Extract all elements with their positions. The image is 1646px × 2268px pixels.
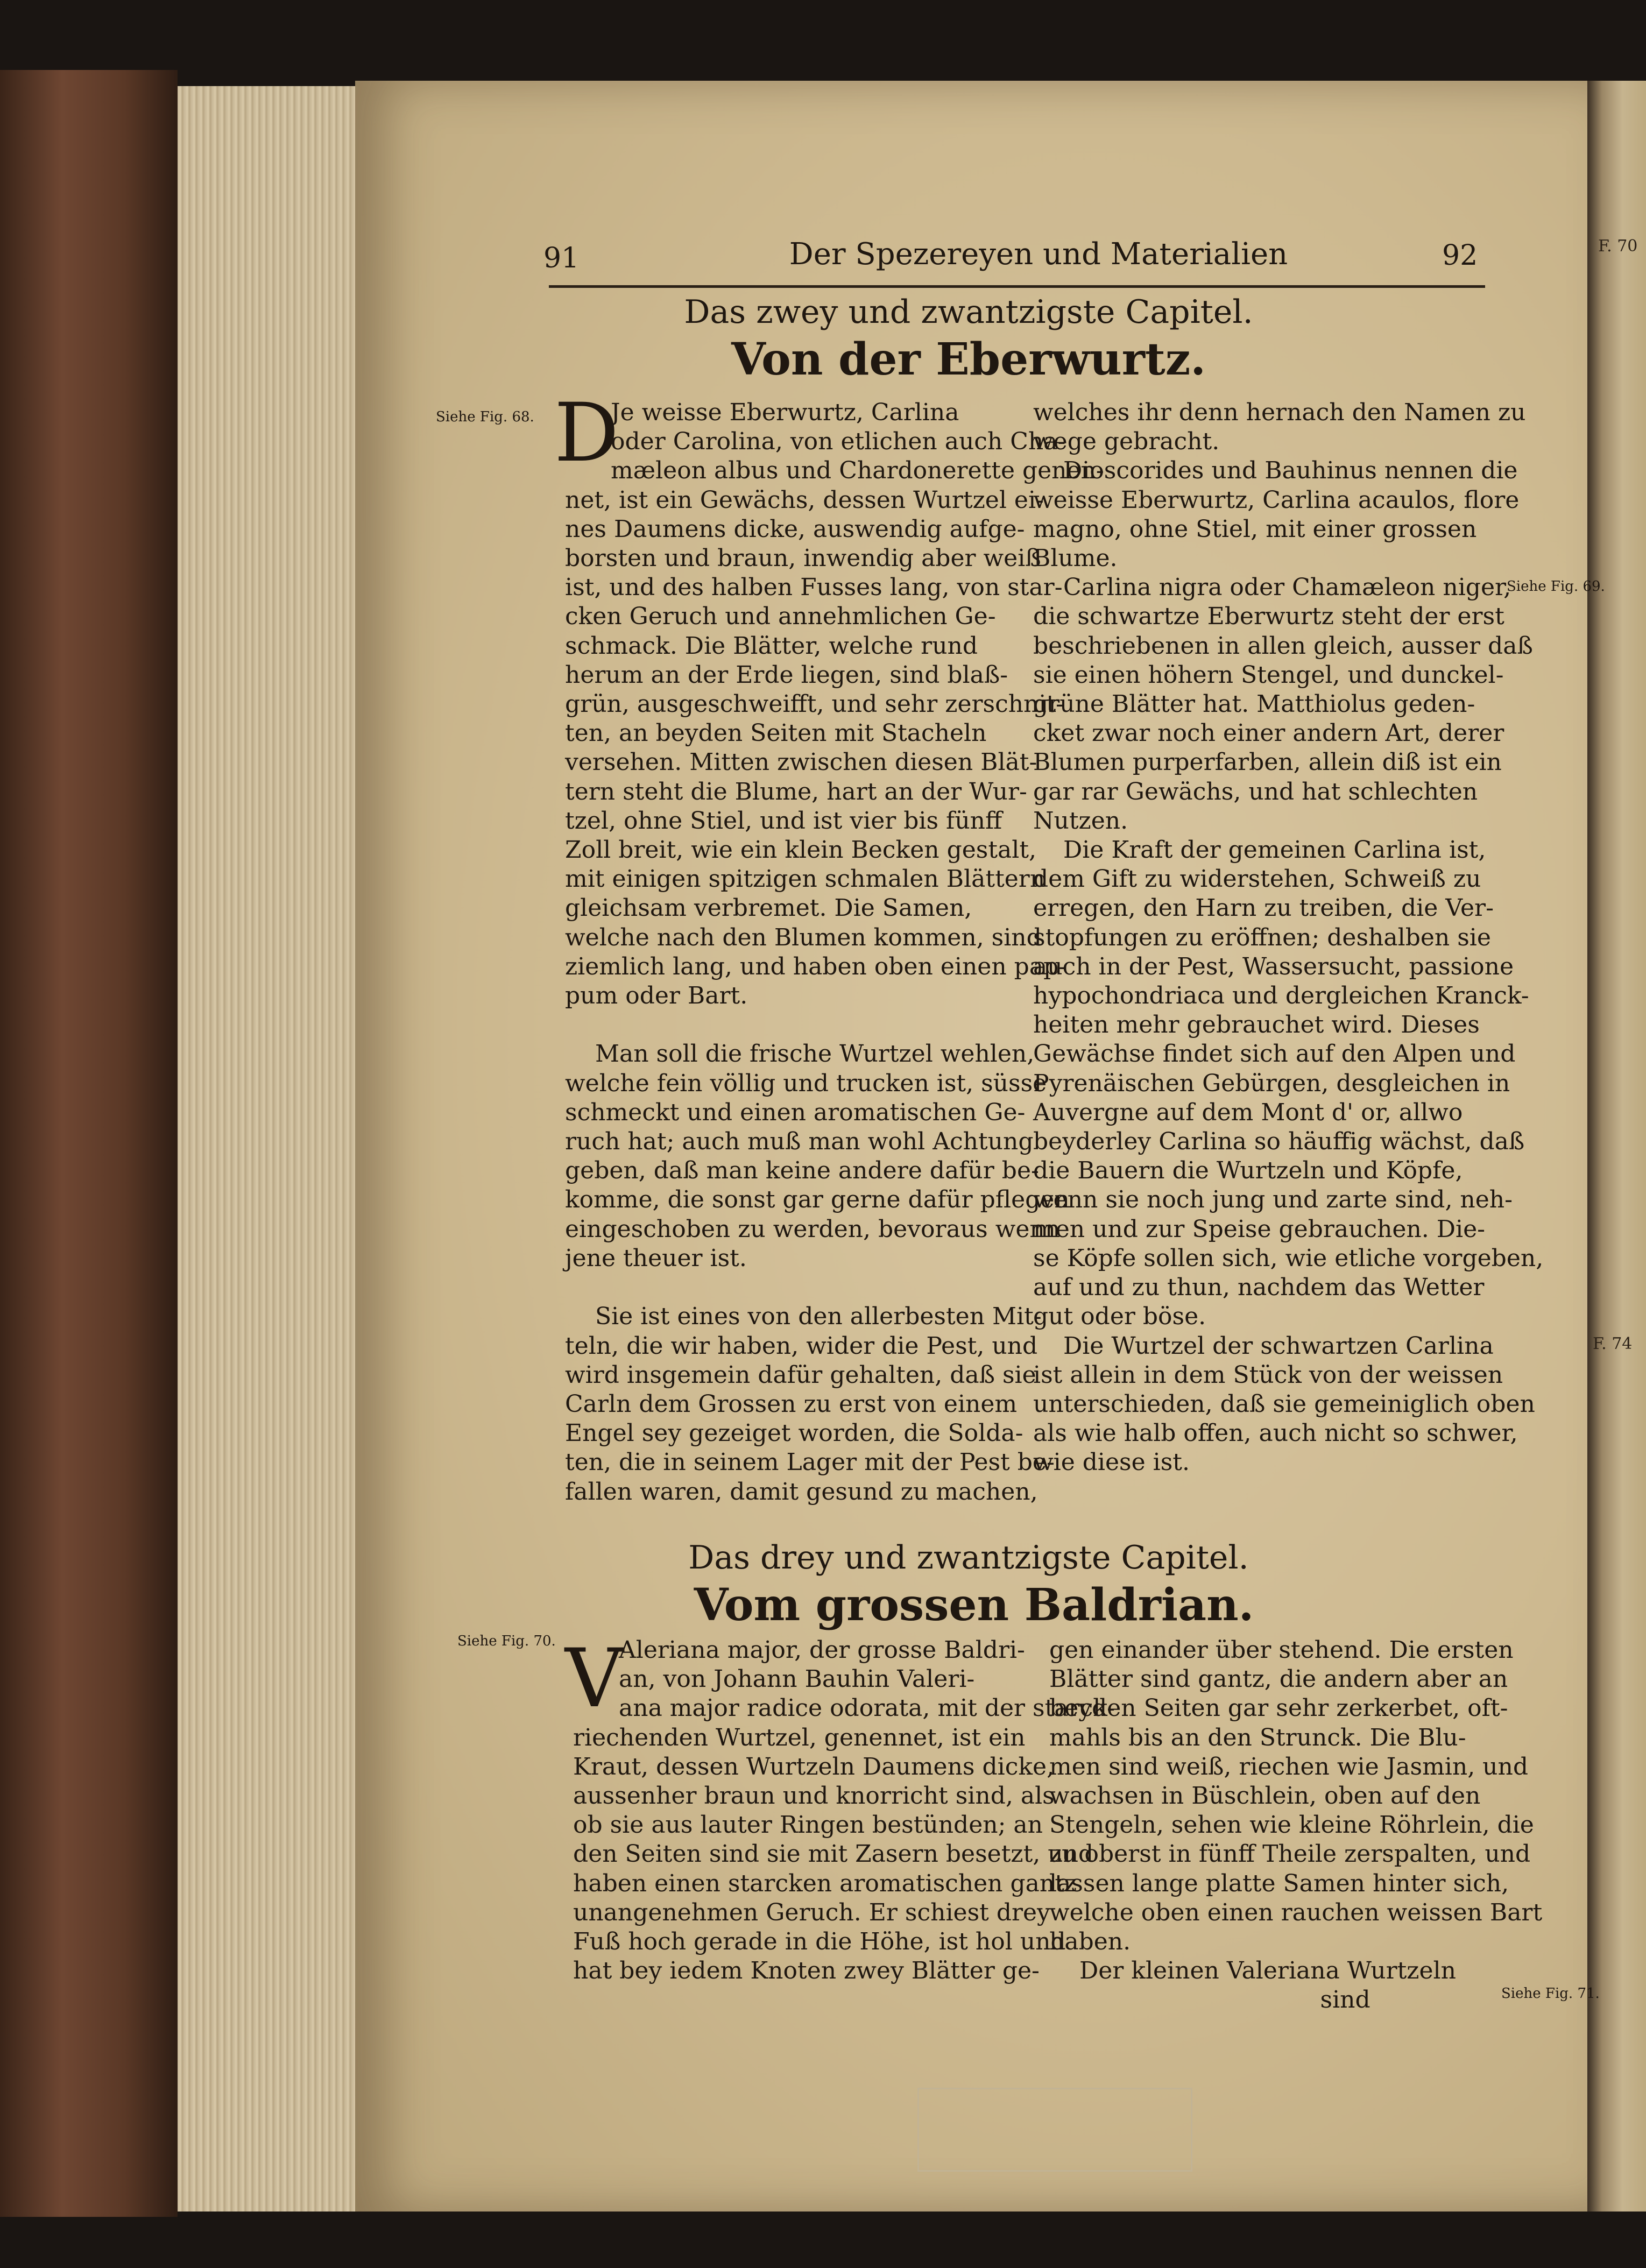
text-line: unangenehmen Geruch. Er schiest drey bbox=[573, 1898, 1050, 1926]
chapter-23-right-lines bbox=[1049, 1636, 1543, 2015]
text-line: Sie ist eines von den allerbesten Mit- bbox=[565, 1303, 1042, 1331]
chapter-23-right-column bbox=[1049, 1636, 1543, 2015]
chapter-23-left-column bbox=[573, 1636, 1115, 1986]
text-line: net, ist ein Gewächs, dessen Wurtzel ei- bbox=[565, 486, 1044, 514]
text-line: den Seiten sind sie mit Zasern besetzt, und bbox=[573, 1840, 1094, 1868]
text-line: Kraut, dessen Wurtzeln Daumens dicke, bbox=[573, 1753, 1055, 1781]
text-line: Blume. bbox=[1033, 545, 1118, 573]
text-line: Zoll breit, wie ein klein Becken gestalt, bbox=[565, 836, 1037, 864]
text-line: Blumen purperfarben, allein diß ist ein bbox=[1033, 748, 1502, 776]
chapter-23-heading: Das drey und zwantzigste Capitel. bbox=[688, 1539, 1249, 1577]
text-line: Die Kraft der gemeinen Carlina ist, bbox=[1033, 836, 1486, 864]
text-line bbox=[565, 1273, 1017, 1302]
text-line: welche fein völlig und trucken ist, süsse bbox=[565, 1069, 1047, 1097]
text-line: beschriebenen in allen gleich, ausser daß bbox=[1033, 632, 1533, 660]
text-line: welches ihr denn hernach den Namen zu bbox=[1033, 399, 1526, 426]
text-line: als wie halb offen, auch nicht so schwer, bbox=[1033, 1419, 1518, 1447]
margin-note-fig-71: Siehe Fig. 71. bbox=[1501, 1986, 1600, 2002]
text-line: ziemlich lang, und haben oben einen pap- bbox=[565, 952, 1067, 980]
chapter-22-title: Von der Eberwurtz. bbox=[731, 334, 1206, 385]
text-line: Engel sey gezeiget worden, die Solda- bbox=[565, 1419, 1023, 1447]
margin-note-fig-70: Siehe Fig. 70. bbox=[457, 1633, 556, 1649]
text-line: Die Wurtzel der schwartzen Carlina bbox=[1033, 1332, 1494, 1360]
text-line: auf und zu thun, nachdem das Wetter bbox=[1033, 1274, 1485, 1302]
text-line: die Bauern die Wurtzeln und Köpfe, bbox=[1033, 1157, 1463, 1185]
text-line: sind bbox=[1049, 1986, 1371, 2014]
chapter-23-dropcap: V bbox=[565, 1632, 624, 1726]
text-line: wege gebracht. bbox=[1033, 428, 1220, 456]
text-line: Carlina nigra oder Chamæleon niger, bbox=[1033, 574, 1511, 602]
text-line: tzel, ohne Stiel, und ist vier bis fünff bbox=[565, 807, 1002, 835]
chapter-23-title: Vom grossen Baldrian. bbox=[694, 1579, 1254, 1631]
text-line: gleichsam verbremet. Die Samen, bbox=[565, 894, 972, 922]
text-line: unterschieden, daß sie gemeiniglich oben bbox=[1033, 1390, 1535, 1418]
chapter-22-dropcap: D bbox=[554, 386, 619, 480]
text-line: Dioscorides und Bauhinus nennen die bbox=[1033, 457, 1518, 485]
text-line: wie diese ist. bbox=[1033, 1449, 1190, 1476]
text-line: fallen waren, damit gesund zu machen, bbox=[565, 1478, 1038, 1506]
text-line: Blätter sind gantz, die andern aber an bbox=[1049, 1665, 1508, 1693]
text-line: cket zwar noch einer andern Art, derer bbox=[1033, 719, 1504, 747]
text-line: welche oben einen rauchen weissen Bart bbox=[1049, 1898, 1543, 1926]
text-line: jene theuer ist. bbox=[565, 1244, 747, 1272]
text-line: ist, und des halben Fusses lang, von star- bbox=[565, 574, 1063, 602]
text-line: stopfungen zu eröffnen; deshalben sie bbox=[1033, 923, 1491, 951]
text-line: heiten mehr gebrauchet wird. Dieses bbox=[1033, 1011, 1480, 1039]
text-line: grün, ausgeschweifft, und sehr zerschnit- bbox=[565, 690, 1064, 718]
text-line: versehen. Mitten zwischen diesen Blät- bbox=[565, 748, 1037, 776]
text-line: zu oberst in fünff Theile zerspalten, und bbox=[1049, 1840, 1531, 1868]
book-cover bbox=[0, 70, 178, 2217]
text-line: eingeschoben zu werden, bevoraus wenn bbox=[565, 1215, 1061, 1243]
text-line: ob sie aus lauter Ringen bestünden; an bbox=[573, 1811, 1043, 1839]
text-line: schmeckt und einen aromatischen Ge- bbox=[565, 1098, 1026, 1126]
facing-page-edge bbox=[1587, 81, 1646, 2212]
library-stamp-outline bbox=[917, 2088, 1192, 2172]
text-line: haben einen starcken aromatischen gantz bbox=[573, 1869, 1077, 1897]
text-line: ana major radice odorata, mit der starck- bbox=[619, 1694, 1115, 1722]
text-line: geben, daß man keine andere dafür be- bbox=[565, 1157, 1039, 1185]
facing-fig-note-2: F. 74 bbox=[1593, 1334, 1633, 1353]
text-line: dem Gift zu widerstehen, Schweiß zu bbox=[1033, 865, 1481, 893]
text-line: grüne Blätter hat. Matthiolus geden- bbox=[1033, 690, 1475, 718]
text-line bbox=[565, 1011, 1017, 1040]
text-line: an, von Johann Bauhin Valeri- bbox=[619, 1665, 975, 1693]
text-line: men und zur Speise gebrauchen. Die- bbox=[1033, 1215, 1486, 1243]
chapter-23-left-lines bbox=[573, 1636, 1115, 1986]
text-line: Nutzen. bbox=[1033, 807, 1128, 835]
text-line: Stengeln, sehen wie kleine Röhrlein, die bbox=[1049, 1811, 1534, 1839]
page-number-right: 92 bbox=[1442, 239, 1478, 272]
text-line: cken Geruch und annehmlichen Ge- bbox=[565, 603, 996, 631]
text-line: sie einen höhern Stengel, und dunckel- bbox=[1033, 661, 1504, 689]
text-line: se Köpfe sollen sich, wie etliche vorgeben, bbox=[1033, 1244, 1544, 1272]
head-rule bbox=[549, 285, 1485, 288]
text-line: weisse Eberwurtz, Carlina acaulos, flore bbox=[1033, 486, 1520, 514]
text-line: erregen, den Harn zu treiben, die Ver- bbox=[1033, 894, 1494, 922]
text-line: mæleon albus und Chardonerette genen- bbox=[611, 457, 1104, 485]
text-line: wachsen in Büschlein, oben auf den bbox=[1049, 1782, 1481, 1810]
text-line: wird insgemein dafür gehalten, daß sie bbox=[565, 1361, 1036, 1389]
text-line: pum oder Bart. bbox=[565, 982, 748, 1010]
text-line: ist allein in dem Stück von der weissen bbox=[1033, 1361, 1503, 1389]
text-line: tern steht die Blume, hart an der Wur- bbox=[565, 778, 1027, 806]
text-line: oder Carolina, von etlichen auch Cha- bbox=[611, 428, 1066, 456]
text-line: lassen lange platte Samen hinter sich, bbox=[1049, 1869, 1509, 1897]
text-line: schmack. Die Blätter, welche rund bbox=[565, 632, 978, 660]
text-line: die schwartze Eberwurtz steht der erst bbox=[1033, 603, 1504, 631]
text-line: Der kleinen Valeriana Wurtzeln bbox=[1049, 1957, 1456, 1985]
text-line: men sind weiß, riechen wie Jasmin, und bbox=[1049, 1753, 1529, 1781]
text-line: riechenden Wurtzel, genennet, ist ein bbox=[573, 1723, 1026, 1751]
text-line: teln, die wir haben, wider die Pest, und bbox=[565, 1332, 1038, 1360]
text-line: beyderley Carlina so häuffig wächst, daß bbox=[1033, 1128, 1525, 1156]
text-line: ten, die in seinem Lager mit der Pest be- bbox=[565, 1449, 1055, 1476]
text-line: Man soll die frische Wurtzel wehlen, bbox=[565, 1040, 1035, 1068]
text-line: mit einigen spitzigen schmalen Blättern bbox=[565, 865, 1045, 893]
chapter-22-right-lines bbox=[1033, 398, 1544, 1478]
text-line: beyden Seiten gar sehr zerkerbet, oft- bbox=[1049, 1694, 1508, 1722]
text-line: Fuß hoch gerade in die Höhe, ist hol und bbox=[573, 1928, 1066, 1956]
text-line: Carln dem Grossen zu erst von einem bbox=[565, 1390, 1018, 1418]
text-line: wenn sie noch jung und zarte sind, neh- bbox=[1033, 1186, 1513, 1214]
text-line: Auvergne auf dem Mont d' or, allwo bbox=[1033, 1098, 1463, 1126]
text-line: haben. bbox=[1049, 1928, 1131, 1956]
text-line: auch in der Pest, Wassersucht, passione bbox=[1033, 952, 1514, 980]
text-line: magno, ohne Stiel, mit einer grossen bbox=[1033, 515, 1477, 543]
margin-note-fig-68: Siehe Fig. 68. bbox=[436, 409, 534, 425]
running-head: Der Spezereyen und Materialien bbox=[789, 237, 1288, 272]
text-line: komme, die sonst gar gerne dafür pflegen bbox=[565, 1186, 1070, 1214]
text-line: herum an der Erde liegen, sind blaß- bbox=[565, 661, 1008, 689]
text-line: gar rar Gewächs, und hat schlechten bbox=[1033, 778, 1478, 806]
chapter-22-right-column bbox=[1033, 398, 1544, 1478]
text-line: gut oder böse. bbox=[1033, 1303, 1206, 1331]
text-line: nes Daumens dicke, auswendig aufge- bbox=[565, 515, 1025, 543]
text-line: hypochondriaca und dergleichen Kranck- bbox=[1033, 982, 1529, 1010]
text-line: welche nach den Blumen kommen, sind bbox=[565, 923, 1042, 951]
text-line: borsten und braun, inwendig aber weiß bbox=[565, 545, 1041, 573]
page-number-left: 91 bbox=[543, 242, 580, 274]
margin-note-fig-69: Siehe Fig. 69. bbox=[1507, 578, 1605, 595]
chapter-22-heading: Das zwey und zwantzigste Capitel. bbox=[684, 293, 1253, 331]
facing-fig-note-1: F. 70 bbox=[1598, 237, 1638, 256]
text-line: Pyrenäischen Gebürgen, desgleichen in bbox=[1033, 1069, 1510, 1097]
text-line: Gewächse findet sich auf den Alpen und bbox=[1033, 1040, 1516, 1068]
text-line: aussenher braun und knorricht sind, als bbox=[573, 1782, 1055, 1810]
text-line: Je weisse Eberwurtz, Carlina bbox=[611, 399, 959, 426]
page-edges bbox=[178, 86, 355, 2212]
text-line: hat bey iedem Knoten zwey Blätter ge- bbox=[573, 1957, 1040, 1985]
text-line: ruch hat; auch muß man wohl Achtung bbox=[565, 1128, 1034, 1156]
text-line: mahls bis an den Strunck. Die Blu- bbox=[1049, 1723, 1466, 1751]
text-line: Aleriana major, der grosse Baldri- bbox=[619, 1636, 1025, 1664]
text-line: gen einander über stehend. Die ersten bbox=[1049, 1636, 1514, 1664]
text-line: ten, an beyden Seiten mit Stacheln bbox=[565, 719, 987, 747]
